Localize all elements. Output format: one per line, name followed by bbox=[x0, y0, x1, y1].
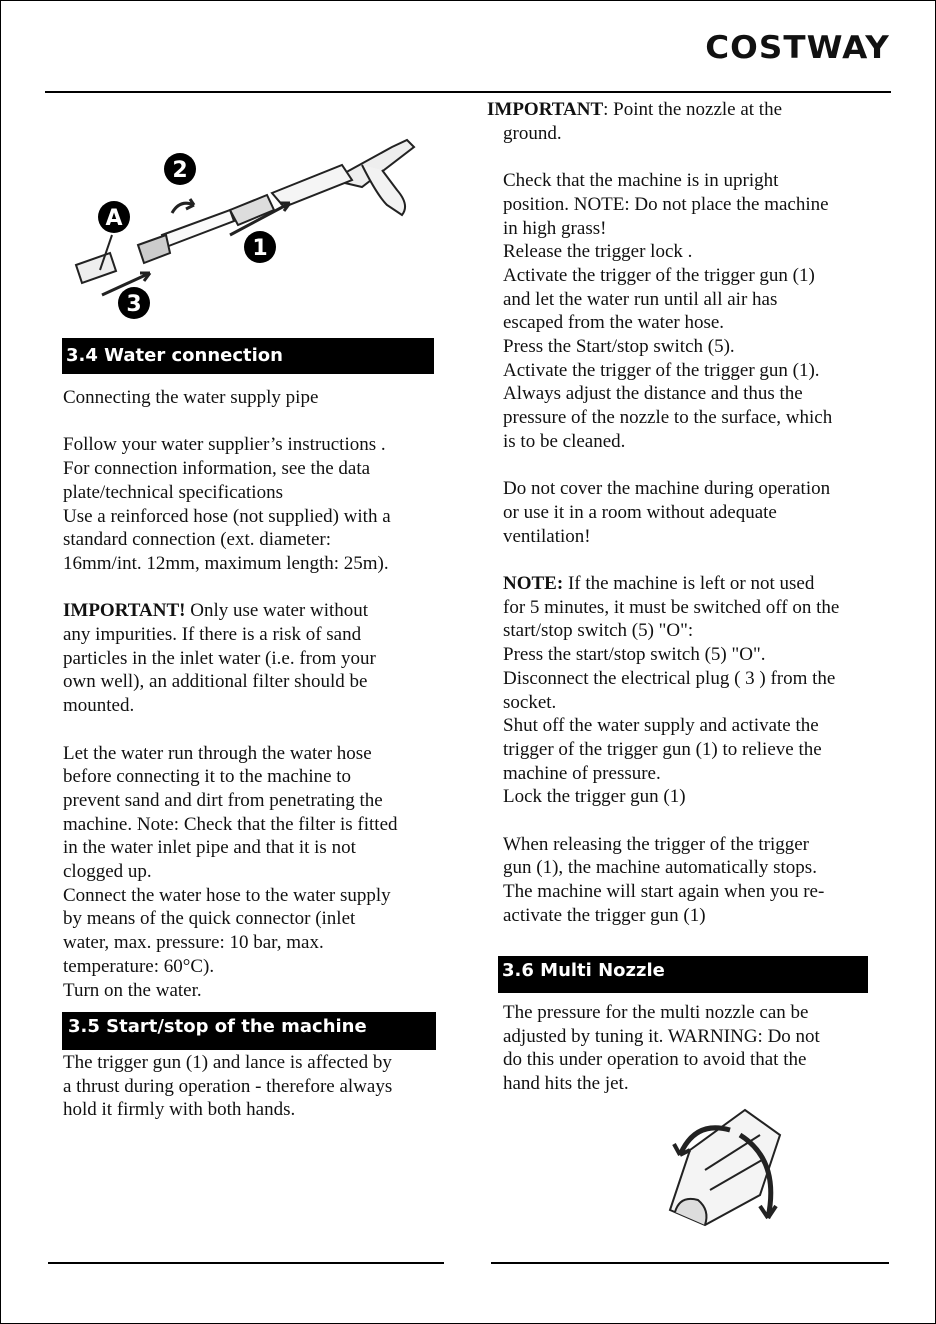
footer-rule-left bbox=[48, 1262, 444, 1264]
text-line: machine of pressure. bbox=[503, 762, 661, 784]
text-line: clogged up. bbox=[63, 861, 152, 883]
text-line: own well), an additional filter should be bbox=[63, 671, 368, 693]
text-line: Do not cover the machine during operation bbox=[503, 478, 831, 500]
section-heading-3-6: 3.6 Multi Nozzle bbox=[498, 956, 868, 993]
text-line: before connecting it to the machine to bbox=[63, 766, 352, 788]
text-line: Lock the trigger gun (1) bbox=[503, 786, 686, 808]
text-line: Let the water run through the water hose bbox=[63, 742, 372, 764]
text-line: any impurities. If there is a risk of sand bbox=[63, 624, 362, 645]
text-line: Follow your water supplier’s instructions . bbox=[63, 434, 386, 456]
text-line: machine. Note: Check that the filter is fitted bbox=[63, 813, 398, 835]
text-line: gun (1), the machine automatically stops. bbox=[503, 857, 817, 879]
text-line: particles in the inlet water (i.e. from your bbox=[63, 647, 376, 669]
text-line: by means of the quick connector (inlet bbox=[63, 908, 356, 930]
text-fragment: Only use water without bbox=[185, 600, 369, 622]
section-heading-3-5: 3.5 Start/stop of the machine bbox=[62, 1012, 436, 1050]
text-line: Use a reinforced hose (not supplied) with a bbox=[63, 505, 391, 527]
left-column bbox=[63, 386, 435, 1002]
text-line: ventilation! bbox=[503, 525, 591, 547]
text-line: hold it firmly with both hands. bbox=[63, 1099, 296, 1121]
text-line: Press the Start/stop switch (5). bbox=[503, 336, 735, 358]
note-label: NOTE: bbox=[503, 573, 564, 595]
text-line: activate the trigger gun (1) bbox=[503, 904, 706, 926]
important-label: IMPORTANT bbox=[487, 99, 604, 120]
text-line bbox=[487, 98, 877, 122]
text-line: pressure of the nozzle to the surface, which bbox=[503, 407, 833, 429]
text-line: temperature: 60°C). bbox=[63, 955, 215, 977]
text-line bbox=[503, 572, 877, 596]
text-line: Activate the trigger of the trigger gun (1) bbox=[503, 264, 815, 286]
text-line: escaped from the water hose. bbox=[503, 312, 725, 334]
text-line: Activate the trigger of the trigger gun (1). bbox=[503, 359, 820, 381]
text-fragment: If the machine is left or not used bbox=[563, 573, 815, 595]
text-line: and let the water run until all air has bbox=[503, 288, 778, 310]
text-line: adjusted by tuning it. WARNING: Do not bbox=[503, 1025, 820, 1047]
text-fragment: : Point the nozzle at the bbox=[603, 99, 783, 120]
text-line: For connection information, see the data bbox=[63, 458, 371, 480]
text-line: in high grass! bbox=[503, 217, 607, 239]
text-line: Always adjust the distance and thus the bbox=[503, 383, 803, 405]
text-line: Release the trigger lock . bbox=[503, 241, 693, 263]
text-line: The trigger gun (1) and lance is affected by bbox=[63, 1052, 392, 1073]
text-line: standard connection (ext. diameter: bbox=[63, 529, 332, 551]
figure-label-2: 2 bbox=[172, 158, 188, 183]
important-label: IMPORTANT! bbox=[63, 600, 186, 622]
text-line: Press the start/stop switch (5) "O". bbox=[503, 644, 766, 666]
text-line: When releasing the trigger of the trigger bbox=[503, 833, 809, 855]
figure-label-3: 3 bbox=[126, 292, 142, 317]
header-rule bbox=[45, 91, 891, 93]
text-line: Turn on the water. bbox=[63, 979, 202, 1001]
footer-rule-right bbox=[491, 1262, 889, 1264]
gun-assembly-figure bbox=[62, 125, 442, 335]
text-line: water, max. pressure: 10 bar, max. bbox=[63, 932, 324, 954]
text-line bbox=[63, 599, 435, 623]
text-line: 16mm/int. 12mm, maximum length: 25m). bbox=[63, 552, 389, 574]
section-heading-3-4: 3.4 Water connection bbox=[62, 338, 434, 374]
left-column-bottom bbox=[63, 1051, 435, 1122]
figure-label-a: A bbox=[105, 206, 123, 231]
multi-nozzle-figure bbox=[650, 1100, 790, 1230]
text-line: The pressure for the multi nozzle can be bbox=[503, 1002, 809, 1023]
text-line: mounted. bbox=[63, 695, 135, 717]
text-line: position. NOTE: Do not place the machine bbox=[503, 193, 829, 215]
text-line: a thrust during operation - therefore always bbox=[63, 1075, 393, 1097]
text-line: ground. bbox=[503, 122, 562, 144]
text-line: hand hits the jet. bbox=[503, 1073, 629, 1095]
right-column bbox=[487, 98, 877, 928]
text-line: do this under operation to avoid that the bbox=[503, 1049, 807, 1071]
text-line: The machine will start again when you re- bbox=[503, 881, 825, 903]
text-line: start/stop switch (5) "O": bbox=[503, 620, 694, 642]
text-line: is to be cleaned. bbox=[503, 430, 626, 452]
figure-label-1: 1 bbox=[252, 236, 268, 261]
brand-logo: COSTWAY bbox=[705, 30, 890, 66]
right-column-bottom bbox=[503, 1001, 873, 1096]
text-line: for 5 minutes, it must be switched off on the bbox=[503, 596, 840, 618]
text-line: prevent sand and dirt from penetrating the bbox=[63, 789, 383, 811]
text-line: or use it in a room without adequate bbox=[503, 501, 777, 523]
text-line: Disconnect the electrical plug ( 3 ) from the bbox=[503, 667, 836, 689]
text-line: Check that the machine is in upright bbox=[503, 170, 779, 192]
text-line: plate/technical specifications bbox=[63, 481, 283, 503]
text-line: trigger of the trigger gun (1) to relieve the bbox=[503, 738, 822, 760]
paragraph: Connecting the water supply pipe bbox=[63, 387, 319, 408]
text-line: Connect the water hose to the water supply bbox=[63, 884, 391, 906]
text-line: in the water inlet pipe and that it is not bbox=[63, 837, 356, 859]
text-line: socket. bbox=[503, 691, 557, 713]
text-line: Shut off the water supply and activate the bbox=[503, 715, 819, 737]
